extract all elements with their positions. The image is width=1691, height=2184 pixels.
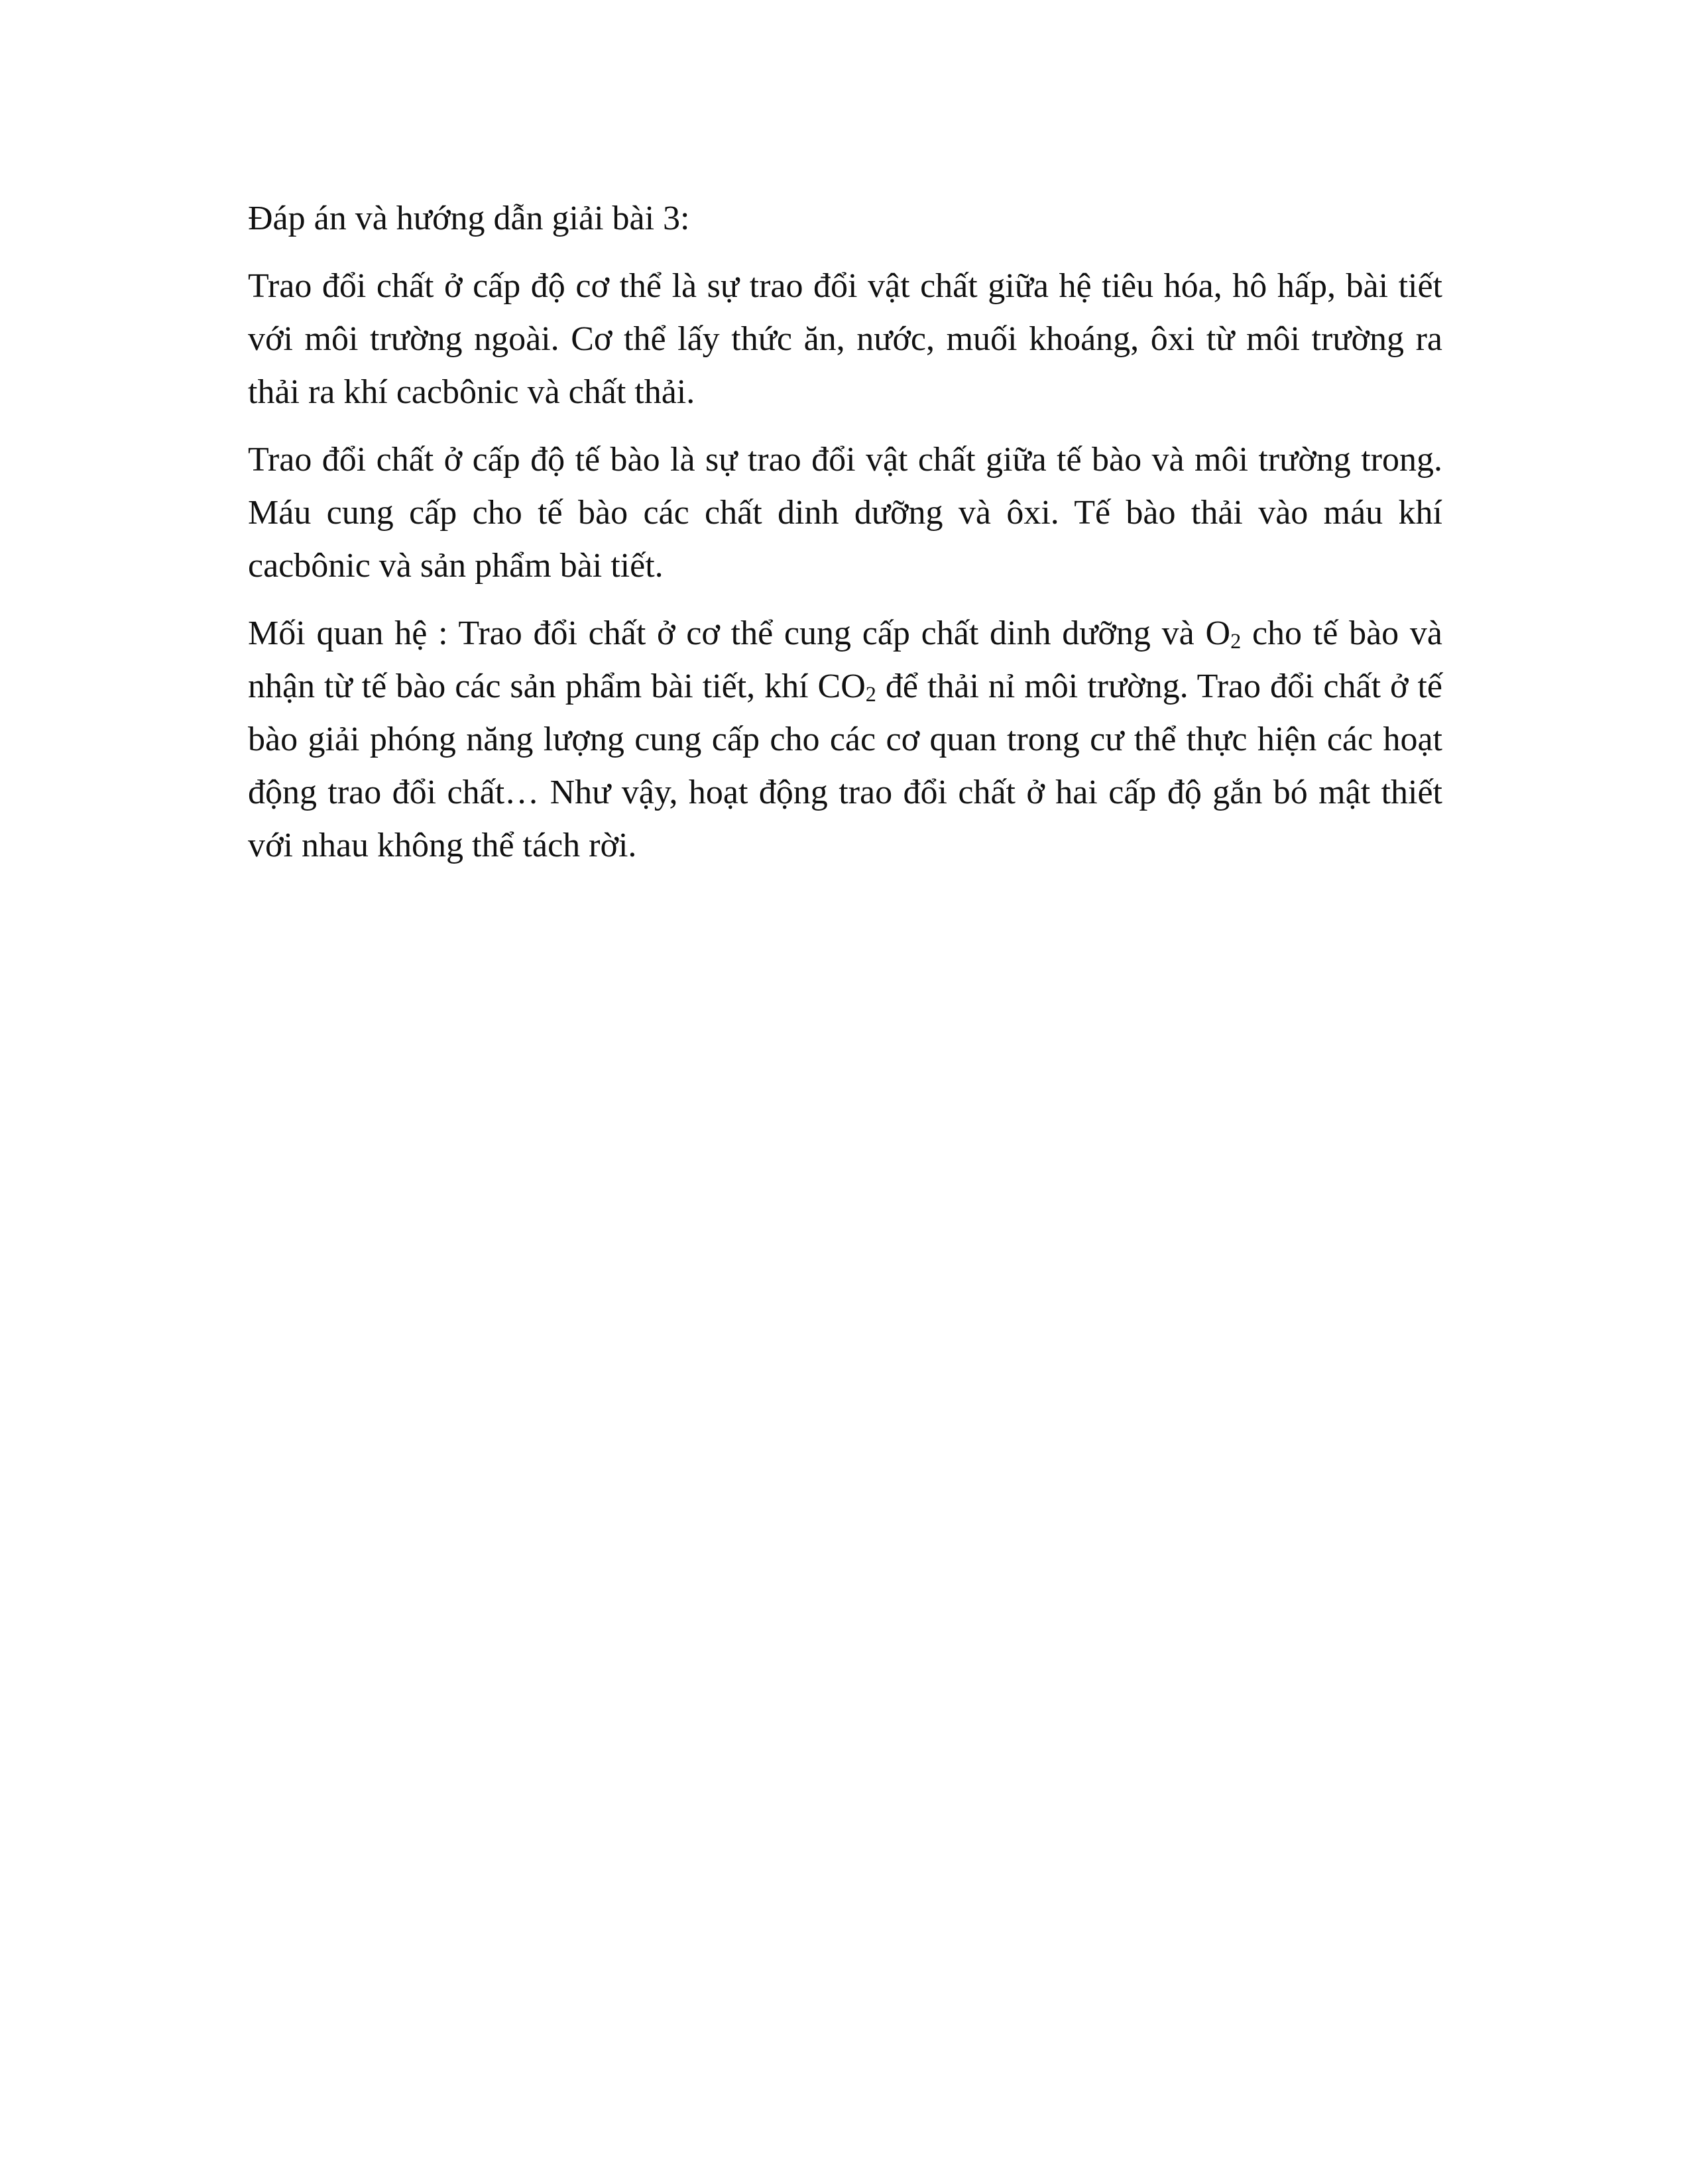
relationship-text-part-2: cho tế bào và nhận từ tế bào các sản phẩm bài tiết, khí CO xyxy=(248,614,1442,705)
oxygen-subscript: 2 xyxy=(1230,628,1242,653)
answer-heading: Đáp án và hướng dẫn giải bài 3: xyxy=(248,200,690,237)
paragraph-relationship xyxy=(248,607,1442,872)
carbon-dioxide-subscript: 2 xyxy=(865,681,876,706)
paragraph-cell-level: Trao đổi chất ở cấp độ tế bào là sự trao đổi vật chất giữa tế bào và môi trường trong. Máu cung cấp cho tế bào các chất dinh dưỡng và ôxi. Tế bào thải vào máu khí cacbônic và sản phẩm bài tiết. xyxy=(248,441,1442,585)
relationship-text-part-3: để thải nỉ môi trường. Trao đổi chất ở tế bào giải phóng năng lượng cung cấp cho các cơ quan trong cư thể thực hiện các hoạt động trao đổi chất… Như vậy, hoạt động trao đổi chất ở hai cấp độ gắn bó mật thiết với nhau không thể tách rời. xyxy=(248,667,1442,864)
paragraph-body-level: Trao đổi chất ở cấp độ cơ thể là sự trao đổi vật chất giữa hệ tiêu hóa, hô hấp, bài tiết với môi trường ngoài. Cơ thể lấy thức ăn, nước, muối khoáng, ôxi từ môi trường ra thải ra khí cacbônic và chất thải. xyxy=(248,267,1442,411)
document-body xyxy=(248,192,1442,887)
relationship-text-part-1: Mối quan hệ : Trao đổi chất ở cơ thể cung cấp chất dinh dưỡng và O xyxy=(248,614,1231,652)
